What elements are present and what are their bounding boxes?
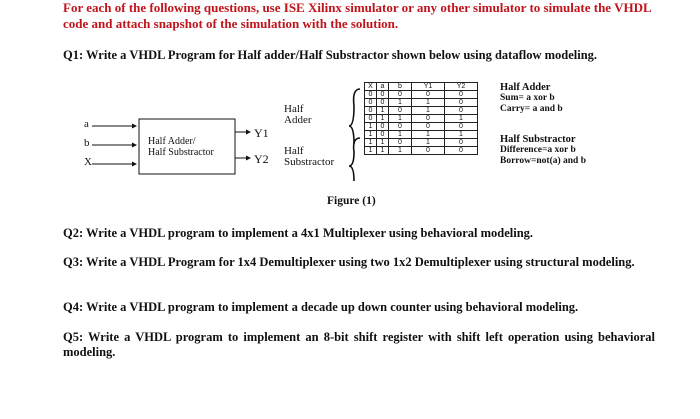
header-a: a xyxy=(377,83,389,91)
block-label-line1: Half Adder/ xyxy=(148,136,196,147)
output-y2-label: Y2 xyxy=(254,152,269,166)
ha-carry: Carry= a and b xyxy=(500,104,563,114)
hs-label-line2: Substractor xyxy=(284,156,335,168)
hs-title: Half Substractor xyxy=(500,134,576,145)
cell: 0 xyxy=(365,115,377,123)
cell: 1 xyxy=(412,131,445,139)
cell: 0 xyxy=(365,107,377,115)
cell: 0 xyxy=(377,91,389,99)
cell: 0 xyxy=(365,99,377,107)
cell: 1 xyxy=(445,131,478,139)
cell: 0 xyxy=(445,123,478,131)
figure-caption: Figure (1) xyxy=(327,195,376,207)
truth-table-header xyxy=(365,83,478,91)
cell: 1 xyxy=(445,115,478,123)
header-y1: Y1 xyxy=(412,83,445,91)
truth-table xyxy=(364,82,478,155)
header-x: X xyxy=(365,83,377,91)
cell: 0 xyxy=(412,123,445,131)
cell: 0 xyxy=(377,123,389,131)
cell: 0 xyxy=(365,91,377,99)
hs-label-line1: Half xyxy=(284,145,304,157)
ha-sum: Sum= a xor b xyxy=(500,93,555,103)
cell: 0 xyxy=(377,99,389,107)
input-b-label: b xyxy=(84,137,90,149)
header-y2: Y2 xyxy=(445,83,478,91)
cell: 1 xyxy=(412,107,445,115)
question-2: Q2: Write a VHDL program to implement a 4x1 Multiplexer using behavioral modeling. xyxy=(63,226,534,240)
cell: 0 xyxy=(412,91,445,99)
table-row xyxy=(365,99,478,107)
cell: 0 xyxy=(389,107,412,115)
cell: 0 xyxy=(412,115,445,123)
braces xyxy=(346,86,366,184)
cell: 1 xyxy=(365,123,377,131)
block-label-line2: Half Substractor xyxy=(148,147,214,158)
ha-label-line1: Half xyxy=(284,103,304,115)
table-row xyxy=(365,139,478,147)
table-row xyxy=(365,107,478,115)
table-row xyxy=(365,131,478,139)
block-diagram xyxy=(84,118,284,178)
header-b: b xyxy=(389,83,412,91)
output-y1-label: Y1 xyxy=(254,126,269,140)
cell: 1 xyxy=(389,115,412,123)
hs-borrow: Borrow=not(a) and b xyxy=(500,156,586,166)
table-row xyxy=(365,123,478,131)
cell: 1 xyxy=(377,115,389,123)
cell: 0 xyxy=(389,139,412,147)
cell: 1 xyxy=(389,131,412,139)
cell: 0 xyxy=(445,147,478,155)
ha-title: Half Adder xyxy=(500,82,551,93)
half-subtractor-equations xyxy=(500,134,586,167)
cell: 1 xyxy=(412,99,445,107)
input-a-label: a xyxy=(84,118,89,130)
cell: 1 xyxy=(365,131,377,139)
cell: 1 xyxy=(365,147,377,155)
hs-diff: Difference=a xor b xyxy=(500,145,576,155)
question-5: Q5: Write a VHDL program to implement an 8-bit shift register with shift left operation using behavioral modeling. xyxy=(63,330,655,359)
half-adder-brace-label xyxy=(284,104,312,126)
cell: 1 xyxy=(365,139,377,147)
instructions-text: For each of the following questions, use ISE Xilinx simulator or any other simulator to simulate the VHDL code and attach snapshot of the simulation with the solution. xyxy=(63,0,651,31)
cell: 1 xyxy=(412,139,445,147)
ha-label-line2: Adder xyxy=(284,114,312,126)
truth-table-container xyxy=(364,82,478,155)
cell: 0 xyxy=(412,147,445,155)
cell: 0 xyxy=(377,131,389,139)
half-adder-equations xyxy=(500,82,563,115)
cell: 0 xyxy=(389,91,412,99)
cell: 1 xyxy=(377,107,389,115)
cell: 1 xyxy=(389,147,412,155)
question-3: Q3: Write a VHDL Program for 1x4 Demultiplexer using two 1x2 Demultiplexer using structural modeling. xyxy=(63,255,635,269)
cell: 0 xyxy=(445,91,478,99)
cell: 0 xyxy=(445,99,478,107)
cell: 0 xyxy=(445,107,478,115)
question-4: Q4: Write a VHDL program to implement a decade up down counter using behavioral modeling. xyxy=(63,300,579,314)
table-row xyxy=(365,147,478,155)
cell: 1 xyxy=(389,99,412,107)
question-1: Q1: Write a VHDL Program for Half adder/Half Substractor shown below using dataflow modeling. xyxy=(63,48,598,62)
input-x-label: X xyxy=(84,156,92,168)
cell: 0 xyxy=(445,139,478,147)
cell: 0 xyxy=(389,123,412,131)
table-row xyxy=(365,91,478,99)
table-row xyxy=(365,115,478,123)
cell: 1 xyxy=(377,147,389,155)
cell: 1 xyxy=(377,139,389,147)
half-subtractor-brace-label xyxy=(284,146,334,168)
